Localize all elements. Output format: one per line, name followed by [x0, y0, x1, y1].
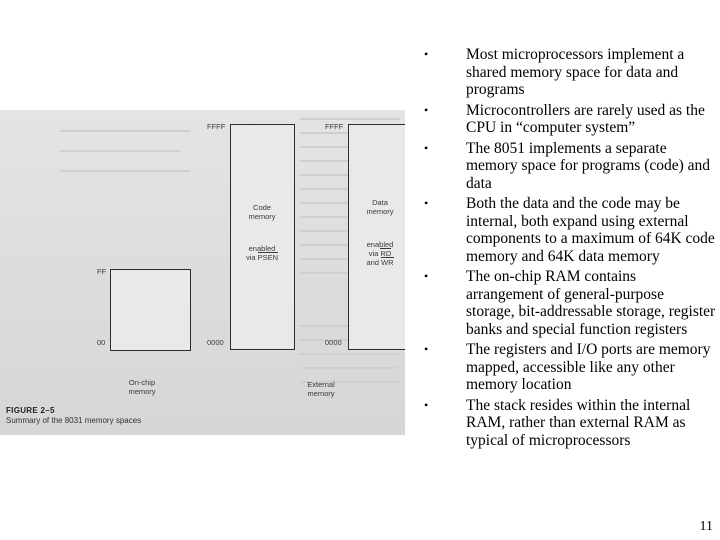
code-memory-box: [230, 124, 295, 350]
code-enable-line1: enabled: [248, 244, 276, 253]
figure-caption: Summary of the 8031 memory spaces: [6, 416, 142, 425]
bullet-text: The registers and I/O ports are memory mapped, accessible like any other memory location: [466, 341, 711, 393]
data-enable-signal1: RD: [380, 249, 392, 258]
code-enable-signal: PSEN: [257, 253, 279, 262]
onchip-top-address: FF: [97, 267, 107, 276]
code-name-line2: memory: [248, 212, 276, 221]
bullet-icon: •: [424, 342, 429, 356]
code-bottom-address: 0000: [207, 338, 224, 347]
data-name-line1: Data: [372, 198, 388, 207]
bullet-icon: •: [424, 47, 429, 61]
data-memory-box: [348, 124, 405, 350]
bullet-list: [416, 46, 716, 452]
bullet-text: Most microprocessors implement a shared memory space for data and programs: [466, 46, 685, 98]
bullet-text: Both the data and the code may be internal, both expand using external components to a maximum of 64K code memory and 64K data memory: [466, 195, 715, 265]
onchip-memory-label: [122, 378, 162, 396]
data-top-address: FFFF: [325, 122, 344, 131]
code-memory-name: [232, 203, 292, 221]
bullet-icon: •: [424, 269, 429, 283]
onchip-label-line2: memory: [128, 387, 156, 396]
onchip-memory-box: [110, 269, 191, 351]
data-enable-and: and: [366, 258, 379, 267]
figure-title: FIGURE 2–5: [6, 406, 55, 415]
list-item: [416, 195, 716, 265]
data-enable-note: [350, 240, 405, 267]
code-enable-note: [232, 244, 292, 262]
list-item: [416, 268, 716, 338]
list-item: [416, 102, 716, 137]
onchip-bottom-address: 00: [97, 338, 106, 347]
bullet-icon: •: [424, 140, 429, 155]
bullet-icon: •: [424, 102, 429, 117]
code-enable-via: via: [245, 253, 256, 262]
onchip-label-line1: On-chip: [128, 378, 156, 387]
data-enable-via: via: [368, 249, 379, 258]
bullet-text: The on-chip RAM contains arrangement of general-purpose storage, bit-addressable storage, register banks and special function registers: [466, 268, 716, 338]
data-name-line2: memory: [366, 207, 394, 216]
data-memory-name: [350, 198, 405, 216]
page-number: 11: [699, 519, 713, 534]
data-bottom-address: 0000: [325, 338, 342, 347]
bullet-icon: •: [424, 397, 429, 412]
code-top-address: FFFF: [207, 122, 226, 131]
data-enable-signal2: WR: [381, 258, 394, 267]
bullet-text: The stack resides within the internal RAM, rather than external RAM as typical of microprocessors: [466, 396, 691, 449]
code-name-line1: Code: [253, 203, 271, 212]
external-label-line1: External: [307, 380, 335, 389]
list-item: [416, 341, 716, 394]
external-label-line2: memory: [307, 389, 335, 398]
memory-map-figure: [0, 110, 405, 435]
data-enable-line1: enabled: [366, 240, 394, 249]
list-item: [416, 140, 716, 193]
bullet-text: The 8051 implements a separate memory space for programs (code) and data: [466, 139, 711, 192]
list-item: [416, 46, 716, 99]
external-memory-label: [298, 380, 344, 398]
bullet-icon: •: [424, 196, 429, 210]
list-item: [416, 397, 716, 450]
bullet-text: Microcontrollers are rarely used as the CPU in “computer system”: [466, 101, 705, 136]
